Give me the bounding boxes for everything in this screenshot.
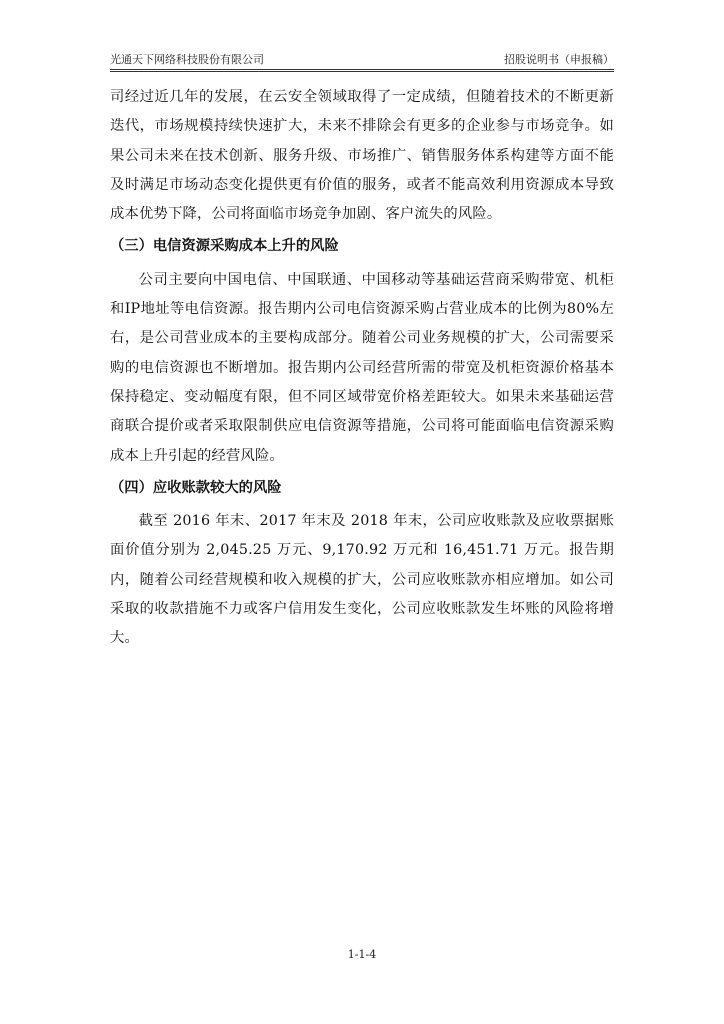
page-content	[110, 83, 614, 654]
header-company-name: 光通天下网络科技股份有限公司	[110, 53, 264, 66]
header-document-title: 招股说明书（申报稿）	[504, 53, 614, 66]
section-paragraph-receivables-risk: 截至 2016 年末、2017 年末及 2018 年末，公司应收账款及应收票据账面价值分别为 2,045.25 万元、9,170.92 万元和 16,451.71 万元。报告期内，随着公司经营规模和收入规模的扩大，公司应收账款亦相应增加。如公司采取的收款措施不力或客户信用发生变化，公司应收账款发生坏账的风险将增大。	[110, 513, 614, 647]
section-heading-telecom-cost-risk: （三）电信资源采购成本上升的风险	[110, 238, 339, 255]
intro-paragraph: 司经过近几年的发展，在云安全领域取得了一定成绩，但随着技术的不断更新迭代，市场规模持续快速扩大，未来不排除会有更多的企业参与市场竞争。如果公司未来在技术创新、服务升级、市场推广、销售服务体系构建等方面不能及时满足市场动态变化提供更有价值的服务，或者不能高效利用资源成本导致成本优势下降，公司将面临市场竞争加剧、客户流失的风险。	[110, 89, 614, 223]
section-heading-receivables-risk: （四）应收账款较大的风险	[110, 479, 282, 496]
section-paragraph-telecom-cost-risk: 公司主要向中国电信、中国联通、中国移动等基础运营商采购带宽、机柜和IP地址等电信资源。报告期内公司电信资源采购占营业成本的比例为80%左右，是公司营业成本的主要构成部分。随着公司业务规模的扩大，公司需要采购的电信资源也不断增加。报告期内公司经营所需的带宽及机柜资源价格基本保持稳定、变动幅度有限，但不同区域带宽价格差距较大。如果未来基础运营商联合提价或者采取限制供应电信资源等措施，公司将可能面临电信资源采购成本上升引起的经营风险。	[110, 271, 614, 464]
header-rule	[110, 69, 614, 70]
header-rule-thin	[110, 71, 614, 72]
page-header	[110, 50, 614, 70]
page-number: 1-1-4	[347, 948, 377, 961]
